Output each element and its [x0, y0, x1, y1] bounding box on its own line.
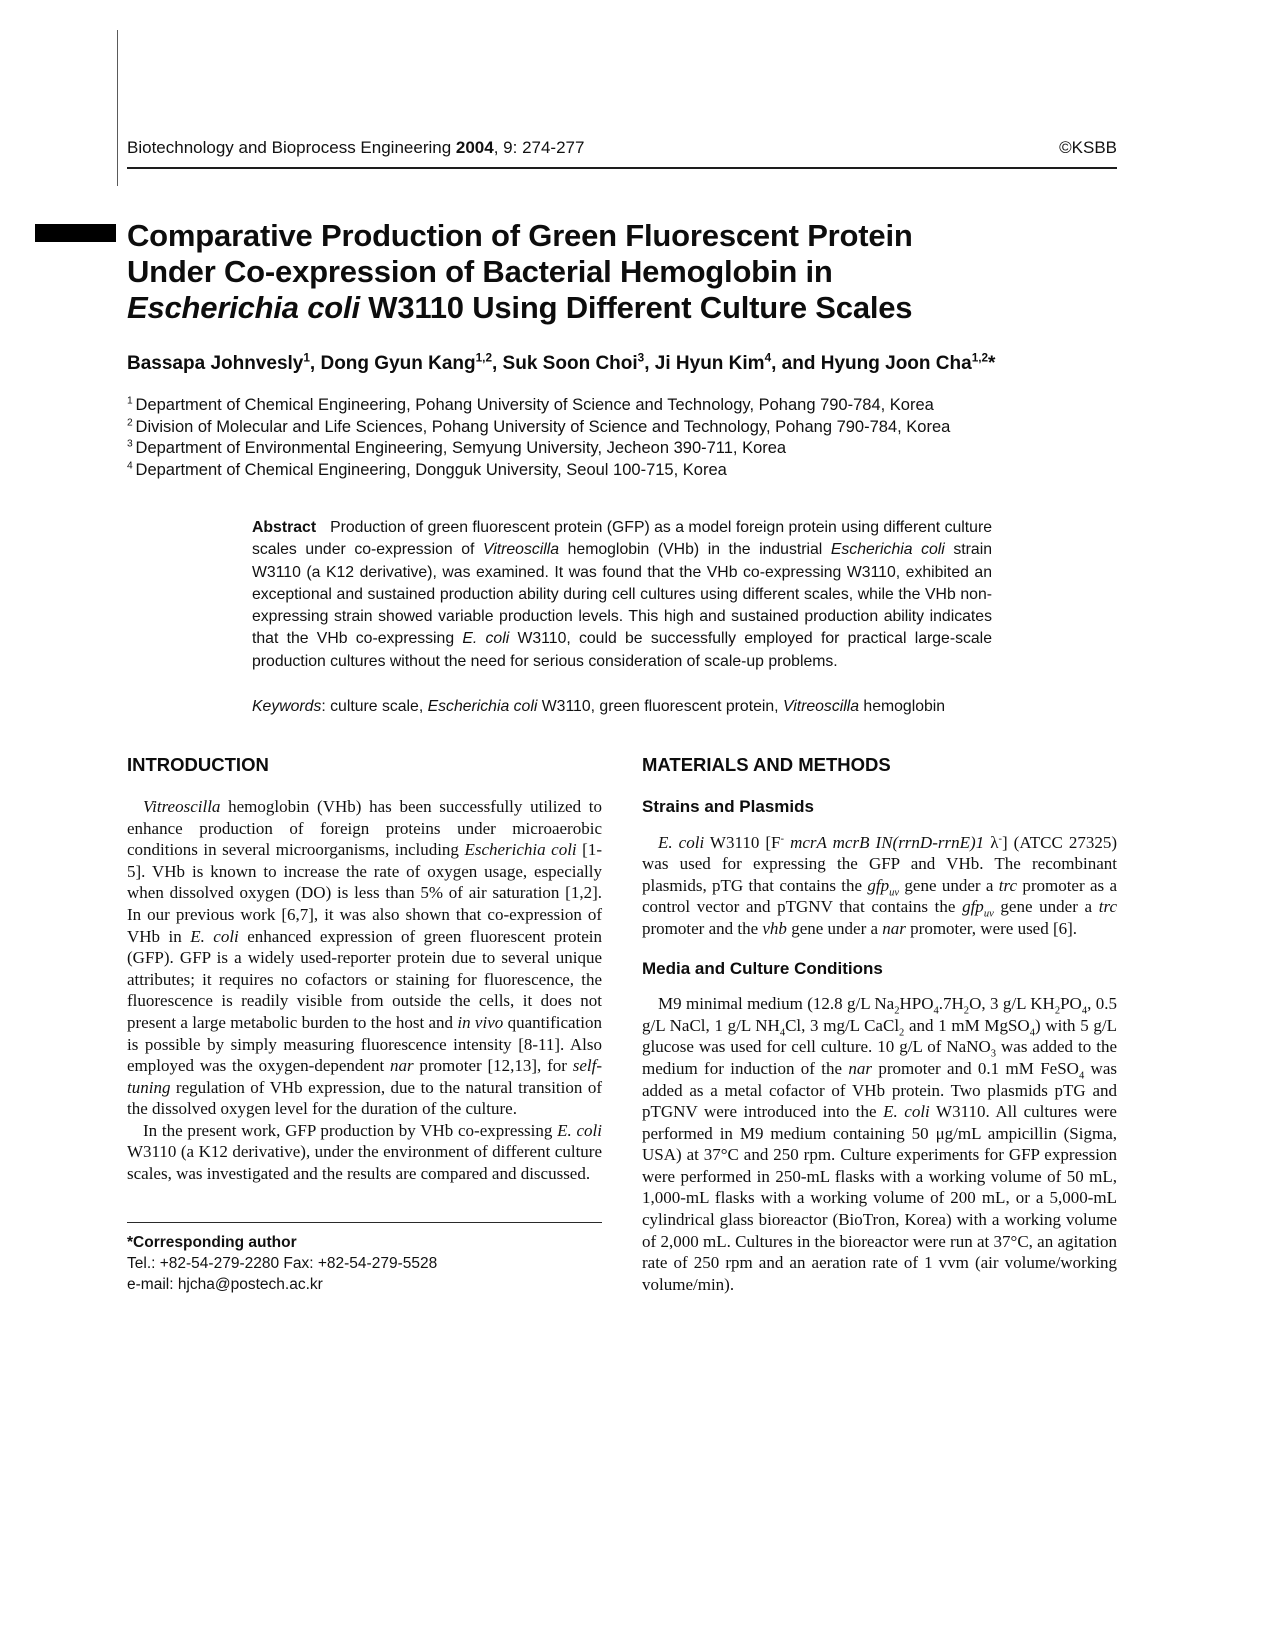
title-accent-bar [35, 224, 116, 242]
abstract [252, 517, 992, 673]
affiliation-1: $^1$ Department of Chemical Engineering, Pohang University of Science and Technology, Pohang 790-784, Korea [127, 395, 934, 414]
abstract-label: Abstract [252, 519, 317, 536]
paper-title [127, 218, 1117, 326]
subsection-strains-plasmids: Strains and Plasmids [642, 796, 814, 816]
affiliation-2: $^2$ Division of Molecular and Life Sciences, Pohang University of Science and Technology, Pohang 790-784, Korea [127, 417, 951, 436]
strains-paragraph: E. coli W3110 [F- mcrA mcrB IN(rrnD-rrnE)1 λ-] (ATCC 27325) was used for expressing the GFP and VHb. The recombinant plasmids, pTG that contains the gfp$_{uv}$ gene under a trc promoter as a control vector and pTGNV that contains the gfp$_{uv}$ gene under a trc promoter and the vhb gene under a nar promoter, were used [6]. [642, 832, 1117, 938]
media-paragraph: M9 minimal medium (12.8 g/L $Na_2HPO_4.7H_2O$, 3 g/L $KH_2PO_4$, 0.5 g/L NaCl, 1 g/L $NH_4Cl$, 3 mg/L CaCl$_2$ and 1 mM MgSO$_4$) with 5 g/L glucose was used for cell culture. 10 g/L of NaNO$_3$ was added to the medium for induction of the nar promoter and 0.1 mM FeSO$_4$ was added as a metal cofactor of VHb protein. Two plasmids pTG and pTGNV were introduced into the E. coli W3110. All cultures were performed in M9 medium containing 50 μg/mL ampicillin (Sigma, USA) at 37°C and 250 rpm. Culture experiments for GFP expression were performed in 250-mL flasks with a working volume of 50 mL, 1,000-mL flasks with a working volume of 200 mL, or a 5,000-mL cylindrical glass bioreactor (BioTron, Korea) with a working volume of 2,000 mL. Cultures in the bioreactor were run at 37°C, an agitation rate of 250 rpm and an aeration rate of 1 vvm (air volume/working volume/min). [642, 994, 1117, 1294]
corresponding-author-email: e-mail: hjcha@postech.ac.kr [127, 1276, 323, 1294]
author-line: Bassapa Johnvesly$^1$, Dong Gyun Kang$^{1,2}$, Suk Soon Choi$^3$, Ji Hyun Kim$^4$, and Hyung Joon Cha$^{1,2}$* [127, 351, 996, 374]
top-left-vertical-rule [117, 30, 118, 186]
corresponding-author-label: *Corresponding author [127, 1234, 297, 1252]
two-column-body [127, 754, 1117, 1295]
journal-header [127, 138, 1117, 158]
header-rule [127, 167, 1117, 169]
title-line-3: Escherichia coli W3110 Using Different Culture Scales [127, 290, 913, 325]
left-column [127, 754, 602, 1295]
affiliation-3: $^3$ Department of Environmental Engineering, Semyung University, Jecheon 390-711, Korea [127, 438, 787, 457]
journal-citation: Biotechnology and Bioprocess Engineering 2004, 9: 274-277 [127, 138, 585, 157]
section-heading-materials-methods: MATERIALS AND METHODS [642, 754, 891, 776]
right-column [642, 754, 1117, 1295]
section-heading-introduction: INTRODUCTION [127, 754, 269, 776]
intro-paragraph-1: Vitreoscilla hemoglobin (VHb) has been successfully utilized to enhance production of foreign proteins under microaerobic conditions in several microorganisms, including Escherichia coli [1-5]. VHb is known to increase the rate of oxygen usage, especially when dissolved oxygen (DO) is less than 5% of air saturation [1,2]. In our previous work [6,7], it was also shown that co-expression of VHb in E. coli enhanced expression of green fluorescent protein (GFP). GFP is a widely used-reporter protein due to several unique attributes; it requires no cofactors or staining for fluorescence, the fluorescence is readily visible from outside the cells, it does not present a large metabolic burden to the host and in vivo quantification is possible by simply measuring fluorescence intensity [8-11]. Also employed was the oxygen-dependent nar promoter [12,13], for self-tuning regulation of VHb expression, due to the natural transition of the dissolved oxygen level for the duration of the culture. [127, 796, 602, 1119]
subsection-media-culture: Media and Culture Conditions [642, 958, 883, 978]
affiliation-4: $^4$ Department of Chemical Engineering, Dongguk University, Seoul 100-715, Korea [127, 460, 727, 479]
page-content [127, 0, 1117, 1295]
intro-paragraph-2: In the present work, GFP production by VHb co-expressing E. coli W3110 (a K12 derivative), under the environment of different culture scales, was investigated and the results are compared and discussed. [127, 1120, 602, 1184]
copyright-text: ©KSBB [1059, 138, 1117, 157]
title-line-1: Comparative Production of Green Fluorescent Protein [127, 218, 913, 253]
abstract-text: Production of green fluorescent protein (GFP) as a model foreign protein using different culture scales under co-expression of Vitreoscilla hemoglobin (VHb) in the industrial Escherichia coli strain W3110 (a K12 derivative), was examined. It was found that the VHb co-expressing W3110, exhibited an exceptional and sustained production ability during cell cultures using different scales, while the VHb non-expressing strain showed variable production levels. This high and sustained production ability indicates that the VHb co-expressing E. coli W3110, could be successfully employed for practical large-scale production cultures without the need for serious consideration of scale-up problems. [252, 519, 993, 670]
title-line-2: Under Co-expression of Bacterial Hemoglobin in [127, 254, 833, 289]
corresponding-author-phone: Tel.: +82-54-279-2280 Fax: +82-54-279-5528 [127, 1255, 438, 1273]
corresponding-author-footnote [127, 1222, 602, 1295]
keywords: Keywords: culture scale, Escherichia coli W3110, green fluorescent protein, Vitreoscilla hemoglobin [252, 698, 946, 716]
title-block [127, 218, 1117, 326]
affiliations [127, 395, 1117, 481]
